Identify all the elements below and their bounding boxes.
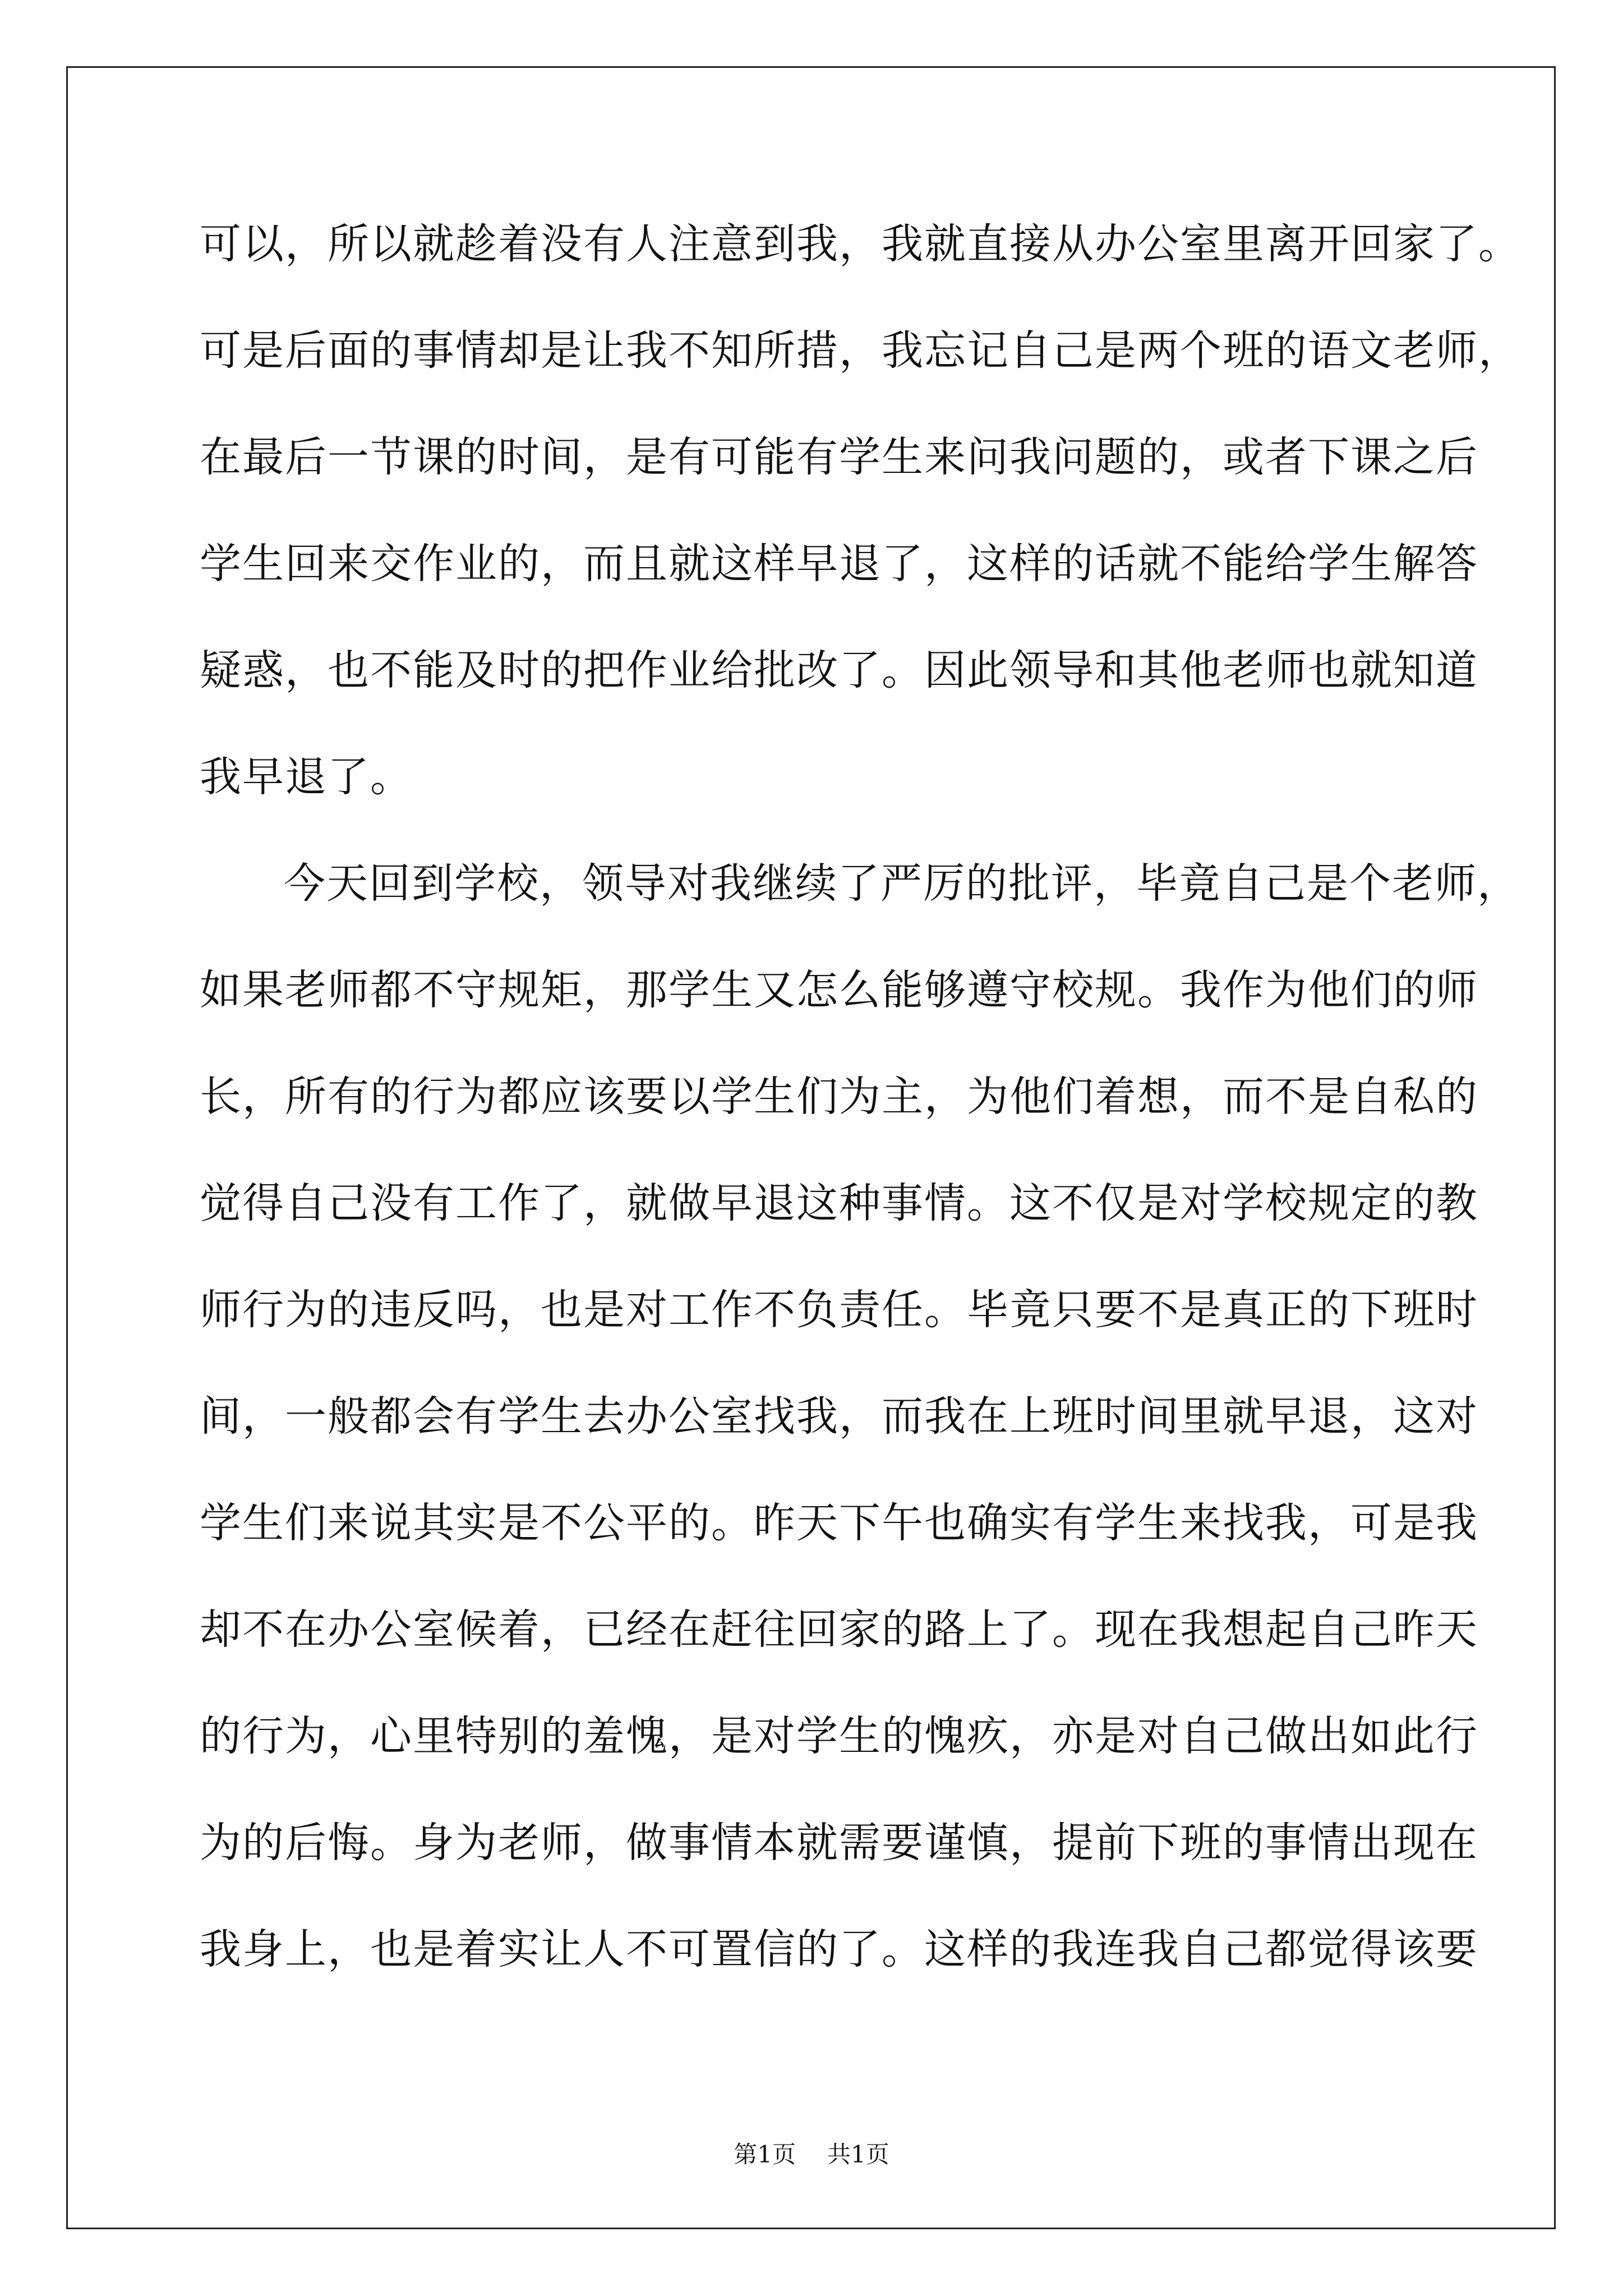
page-footer	[0, 2136, 1623, 2170]
document-body	[200, 191, 1521, 2003]
text-line: 觉得自己没有工作了，就做早退这种事情。这不仅是对学校规定的教	[200, 1179, 1478, 1227]
text-line: 学生们来说其实是不公平的。昨天下午也确实有学生来找我，可是我	[200, 1499, 1478, 1547]
page-number: 第1页	[734, 2141, 796, 2168]
text-line: 为的后悔。身为老师，做事情本就需要谨慎，提前下班的事情出现在	[200, 1819, 1478, 1867]
text-line: 在最后一节课的时间，是有可能有学生来问我问题的，或者下课之后	[200, 433, 1478, 481]
total-pages: 共1页	[827, 2141, 889, 2168]
text-line: 疑惑，也不能及时的把作业给批改了。因此领导和其他老师也就知道	[200, 646, 1478, 694]
text-line: 间，一般都会有学生去办公室找我，而我在上班时间里就早退，这对	[200, 1392, 1478, 1441]
text-line: 可以，所以就趁着没有人注意到我，我就直接从办公室里离开回家了。	[200, 220, 1521, 268]
text-line: 学生回来交作业的，而且就这样早退了，这样的话就不能给学生解答	[200, 540, 1478, 588]
text-line: 如果老师都不守规矩，那学生又怎么能够遵守校规。我作为他们的师	[200, 966, 1478, 1014]
text-line: 可是后面的事情却是让我不知所措，我忘记自己是两个班的语文老师，	[200, 326, 1521, 375]
text-line: 师行为的违反吗，也是对工作不负责任。毕竟只要不是真正的下班时	[200, 1286, 1478, 1334]
text-line: 却不在办公室候着，已经在赶往回家的路上了。现在我想起自己昨天	[200, 1605, 1478, 1654]
text-line: 长，所有的行为都应该要以学生们为主，为他们着想，而不是自私的	[200, 1073, 1478, 1121]
text-line: 我身上，也是着实让人不可置信的了。这样的我连我自己都觉得该要	[200, 1925, 1478, 1973]
text-line: 的行为，心里特别的羞愧，是对学生的愧疚，亦是对自己做出如此行	[200, 1712, 1478, 1760]
text-line: 我早退了。	[200, 753, 413, 801]
text-line-indented: 今天回到学校，领导对我继续了严厉的批评，毕竟自己是个老师，	[284, 859, 1520, 908]
